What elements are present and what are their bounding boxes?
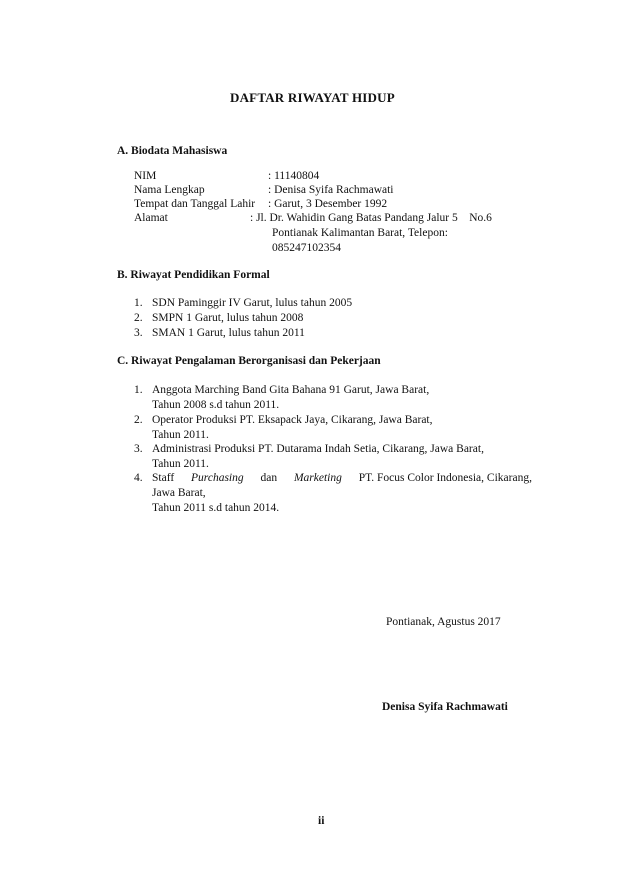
document-title: DAFTAR RIWAYAT HIDUP [230, 90, 395, 105]
nama-label: Nama Lengkap [134, 184, 205, 196]
nim-label: NIM [134, 170, 157, 182]
list-text-justified [152, 471, 532, 485]
list-number: 3. [134, 327, 143, 339]
word: Staff [152, 472, 175, 484]
list-text: SDN Paminggir IV Garut, lulus tahun 2005 [152, 297, 353, 309]
alamat-value-line3: 085247102354 [272, 242, 341, 254]
section-heading-pengalaman: C. Riwayat Pengalaman Berorganisasi dan Pekerjaan [117, 355, 381, 367]
signature-name: Denisa Syifa Rachmawati [382, 701, 508, 713]
list-text: Tahun 2011. [152, 458, 209, 470]
section-heading-biodata: A. Biodata Mahasiswa [117, 145, 228, 157]
list-text: Tahun 2008 s.d tahun 2011. [152, 399, 280, 411]
list-text: Tahun 2011 s.d tahun 2014. [152, 502, 280, 514]
section-heading-pendidikan: B. Riwayat Pendidikan Formal [117, 269, 270, 281]
alamat-value-line1: : Jl. Dr. Wahidin Gang Batas Pandang Jalur 5 No.6 [250, 212, 492, 224]
alamat-label: Alamat [134, 212, 168, 224]
place-date: Pontianak, Agustus 2017 [386, 616, 501, 628]
nama-value: : Denisa Syifa Rachmawati [268, 184, 394, 196]
list-text: SMPN 1 Garut, lulus tahun 2008 [152, 312, 304, 324]
page-number: ii [318, 815, 325, 827]
list-number: 1. [134, 384, 143, 396]
list-text: Operator Produksi PT. Eksapack Jaya, Cikarang, Jawa Barat, [152, 414, 433, 426]
list-number: 3. [134, 443, 143, 455]
list-number: 2. [134, 312, 143, 324]
list-text: Tahun 2011. [152, 429, 209, 441]
list-text: Administrasi Produksi PT. Dutarama Indah Setia, Cikarang, Jawa Barat, [152, 443, 484, 455]
word-italic: Marketing [293, 472, 342, 484]
list-text: Anggota Marching Band Gita Bahana 91 Garut, Jawa Barat, [152, 384, 430, 396]
list-text: Jawa Barat, [152, 487, 206, 499]
nim-value: : 11140804 [268, 170, 320, 182]
list-number: 2. [134, 414, 143, 426]
word: dan [260, 472, 278, 484]
alamat-value-line2: Pontianak Kalimantan Barat, Telepon: [272, 227, 448, 239]
ttl-label: Tempat dan Tanggal Lahir [134, 198, 256, 210]
ttl-value: : Garut, 3 Desember 1992 [268, 198, 388, 210]
list-text: SMAN 1 Garut, lulus tahun 2011 [152, 327, 305, 339]
word: PT. Focus Color Indonesia, Cikarang, [358, 472, 532, 484]
list-number: 4. [134, 472, 143, 484]
word-italic: Purchasing [191, 472, 244, 484]
list-number: 1. [134, 297, 143, 309]
